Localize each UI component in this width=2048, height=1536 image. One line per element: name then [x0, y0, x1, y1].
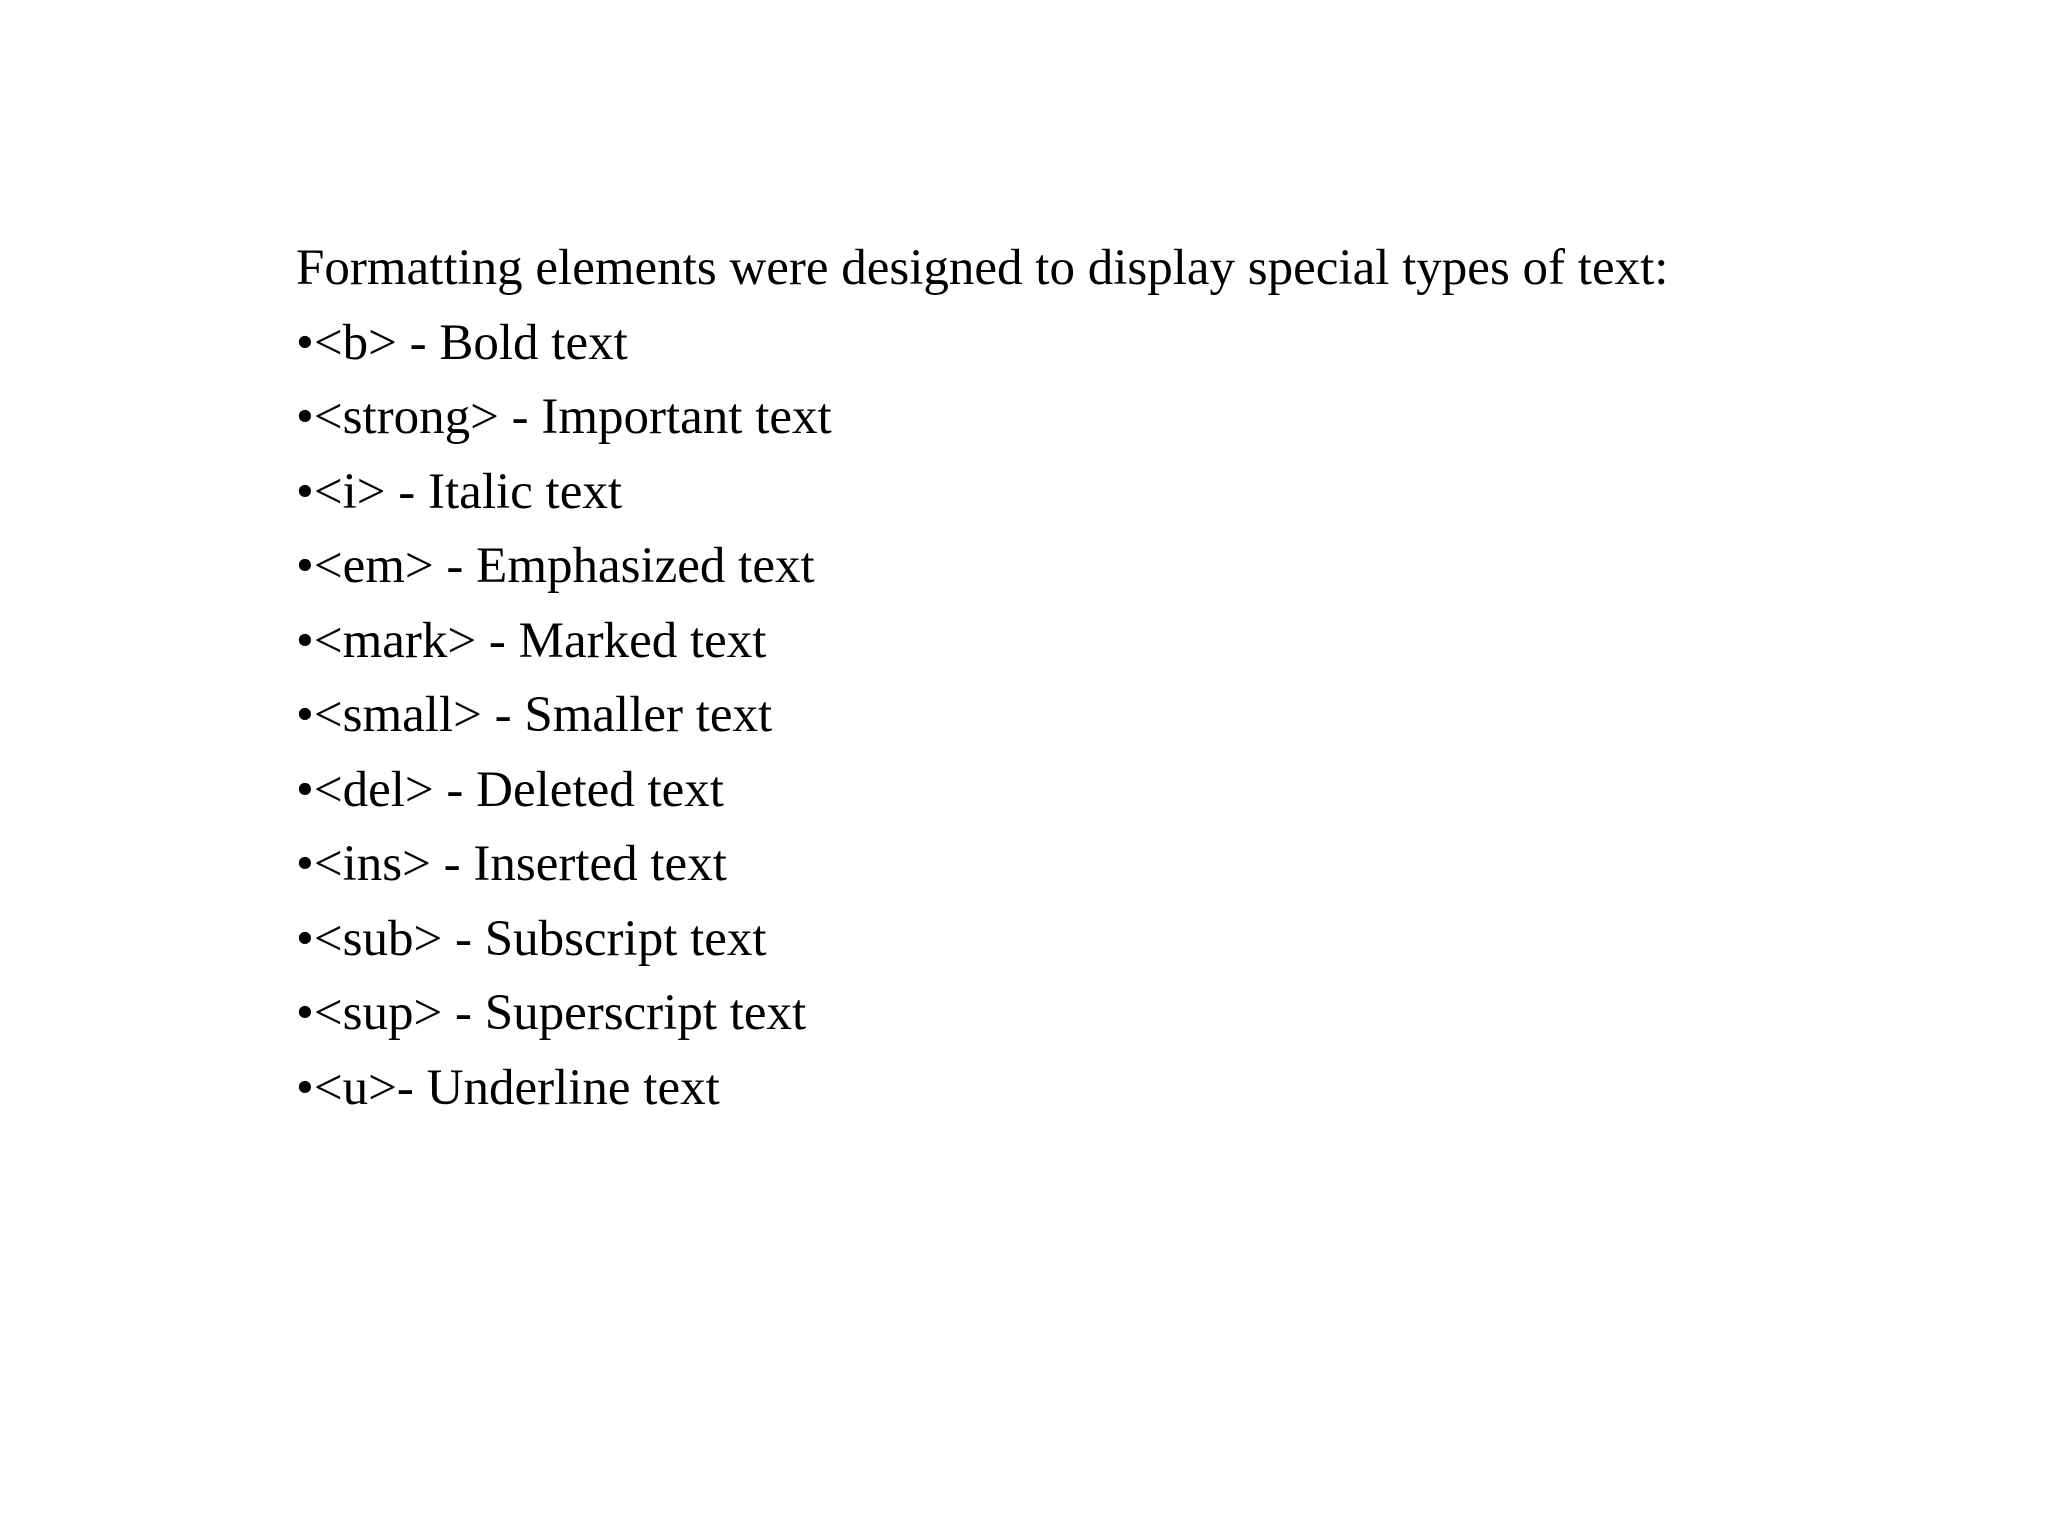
slide-body	[296, 231, 1896, 1125]
list-item-u: •<u>- Underline text	[296, 1059, 720, 1116]
list-item-small: •<small> - Smaller text	[296, 687, 773, 743]
list-item-b: •<b> - Bold text	[296, 314, 628, 371]
list-item-strong: •<strong> - Important text	[296, 389, 832, 445]
list-item-i: •<i> - Italic text	[296, 463, 623, 520]
intro-text: Formatting elements were designed to display special types of text:	[296, 240, 1669, 296]
list-item-mark: •<mark> - Marked text	[296, 612, 767, 669]
list-item-em: •<em> - Emphasized text	[296, 538, 815, 594]
list-item-del: •<del> - Deleted text	[296, 761, 724, 818]
list-item-sup: •<sup> - Superscript text	[296, 985, 807, 1041]
formatting-elements-list	[296, 306, 1896, 1126]
list-item-ins: •<ins> - Inserted text	[296, 836, 727, 892]
list-item-sub: •<sub> - Subscript text	[296, 910, 767, 967]
